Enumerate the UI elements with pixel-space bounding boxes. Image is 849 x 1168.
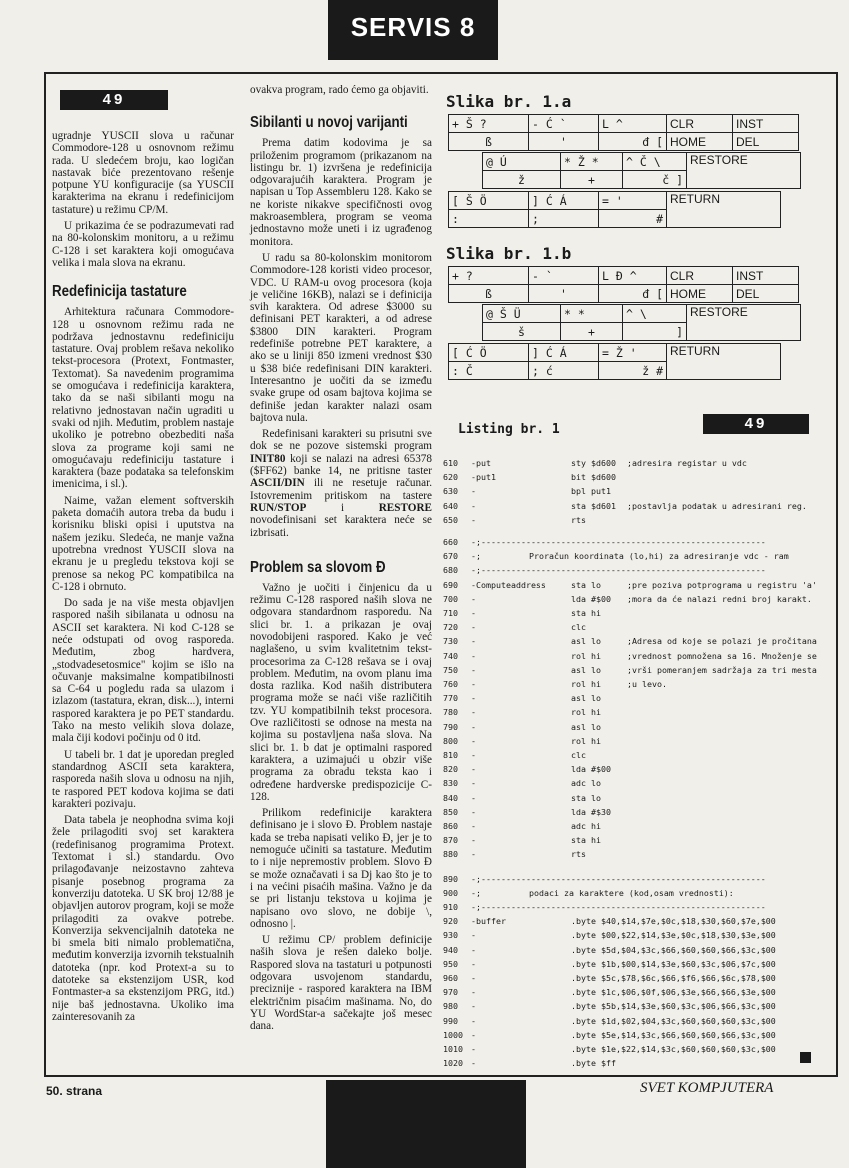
paragraph: Arhitektura računara Commodore-128 u osnovnom režimu rada ne podržava jednostavnu redefiniciju tastature. Ovaj problem rešava nekoliko tekst-procesora (Protext, Fontmaster, Textomat). Sa navedenim programima se omogućava i redefinicija karaktera, tako da se naši sibilanti mogu na relativno jednostavan način ugraditi u svaki od njih. Međutim, problem nastaje ukoliko je potrebno obezbediti naša slova za programe koji sami ne omogućavaju redefiniciju tastature i karaktera (baze podataka sa telefonskim imenicima, i sl.).	[52, 306, 234, 491]
key-cell: - Ć `	[529, 115, 599, 133]
listing-line: 710 - sta hi	[443, 608, 601, 618]
paragraph: U tabeli br. 1 dat je uporedan pregled standardnog ASCII seta karaktera, rasporeda naših slova u odnosu na njih, te raspored PET kodova kojima se dati karakteri pozivaju.	[52, 748, 234, 810]
listing-line: 730 - asl lo ;Adresa od koje se polazi je pročitana	[443, 636, 817, 647]
listing-line: 680 -;---------------------------------------------------------	[443, 565, 766, 576]
key-cell: : Č	[449, 362, 529, 380]
key-cell: * Ž *	[561, 153, 623, 171]
key-cell: ; ć	[529, 362, 599, 380]
magazine-name: SVET KOMPJUTERA	[640, 1080, 774, 1096]
key-cell: đ [	[599, 285, 667, 303]
heading-problem: Problem sa slovom Đ	[250, 558, 386, 576]
listing-line: 640 - sta $d601 ;postavlja podatak u adresirani reg.	[443, 500, 807, 511]
key-cell: CLR	[667, 115, 733, 133]
listing-line: 850 - lda #$30	[443, 806, 611, 817]
key-cell: č ]	[623, 171, 687, 189]
paragraph: Data tabela je neophodna svima koji žele prilagoditi svoj set karaktera (redefinisanog programima Protext. Textomat i sl.) standardu. Ovo prilagođavanje neizostavno zahteva pisanje posebnog programa za konverziju datoteka. U SK broj 12/88 je objavljen autorov program, koji se može prilagoditi za ovakve potrebe. Konverzija sekvencijalnih datoteka ne bi smela biti nimalo problematična, međutim konverzija izvornih tekstualnih datoteka (npr. kod Protext-a su to datoteke sa ekstenzijom USR, kod Fontmaster-a sa ekstenzijom PRG, itd.) nije baš jednostavna. Ukoliko ima zainteresovanih za	[52, 814, 234, 1023]
key-cell: ;	[529, 210, 599, 228]
paragraph: ovakva program, rado ćemo ga objaviti.	[250, 84, 429, 96]
key-cell: RETURN	[667, 344, 781, 380]
key-cell: ß	[449, 285, 529, 303]
figure-a-title: Slika br. 1.a	[446, 92, 572, 111]
page-badge-left: 49	[60, 90, 168, 110]
key-cell: '	[529, 285, 599, 303]
key-cell: ^ Č \	[623, 153, 687, 171]
key-cell: INST	[733, 267, 799, 285]
key-cell: ^ \	[623, 305, 687, 323]
listing-line: 1020 - .byte $ff	[443, 1058, 616, 1069]
key-cell: = '	[599, 192, 667, 210]
listing-line: 990 - .byte $1d,$02,$04,$3c,$60,$60,$60,$3c,$00	[443, 1015, 776, 1026]
listing-line: 900 -; podaci za karaktere (kod,osam vrednosti):	[443, 887, 734, 898]
listing-line: 840 - sta lo	[443, 792, 601, 803]
listing-line: 760 - rol hi ;u levo.	[443, 679, 667, 689]
listing-line: 860 - adc hi	[443, 821, 601, 831]
listing-line: 780 - rol hi	[443, 707, 601, 718]
listing-line: 810 - clc	[443, 750, 586, 760]
key-cell: ] Ć Á	[529, 344, 599, 362]
listing-line: 930 - .byte $00,$22,$14,$3e,$0c,$18,$30,$3e,$00	[443, 930, 776, 941]
paragraph: Naime, važan element softverskih paketa domaćih autora treba da budu i korisniku bliski opisi i uputstva na našem jeziku. Sledeća, ne manje važna upotrebna vrednost YUSCII slova na ekranu je u pregledu tekstova koji se prenose sa nekog PC kompatibilca na C-128 i obrnuto.	[52, 494, 234, 593]
key-cell: :	[449, 210, 529, 228]
heading-redefinicija: Redefinicija tastature	[52, 283, 187, 301]
listing-title: Listing br. 1	[458, 422, 560, 437]
paragraph: U radu sa 80-kolonskim monitorom Commodore-128 koristi video procesor, VDC. U RAM-u ovog procesora (koja je veličine 16KB), nalazi se i definicija svih karaktera. Od adrese $3000 su definisani PET karakteri, a od adrese $3800 DIN karakteri. Program redefiniše potrebne PET karaktere, a ako se u liniji 850 izmeni vrednost $30 u $38 biće redefinisani DIN karakteri. Interesantno je uočiti da se između svake grupe od osam bajtova kojima se definiše jedan karakter nalazi osam bajtova nula.	[250, 251, 432, 424]
key-cell: HOME	[667, 285, 733, 303]
key-cell: đ [	[599, 133, 667, 151]
keyboard-table-b-row3	[448, 343, 781, 380]
key-cell: DEL	[733, 133, 799, 151]
listing-line: 770 - asl lo	[443, 693, 601, 704]
key-cell: CLR	[667, 267, 733, 285]
paragraph: Važno je uočiti i činjenicu da u režimu C-128 raspored naših slova ne odgovara standardnom rasporedu. Na slici br. 1. a prikazan je ovaj novodobijeni raspored. Kako je već naglašeno, u svim kvalitetnim tekst-procesorima za C-128 rešava se i ovaj problem. Međutim, na ovom planu ima dosta razlika. Kod naših distributera programa može se naći više različitih tzv. YU kompatibilnih tekst procesora. Ove različitosti se odnose na mesta na kojima su postavljena naša slova. Na slici br. 1. b dat je optimalni raspored karaktera, a uzimajući u obzir više programa za obradu teksta kao i određene hardverske predispozicije C-128.	[250, 581, 432, 803]
end-mark	[800, 1052, 811, 1063]
section-title: SERVIS 8	[350, 12, 476, 42]
listing-line: 980 - .byte $5b,$14,$3e,$60,$3c,$06,$66,$3c,$00	[443, 1001, 776, 1012]
key-cell: RETURN	[667, 192, 781, 228]
paragraph: Redefinisani karakteri su prisutni sve dok se ne pozove sistemski program INIT80 koji se nalazi na adresi 65378 ($FF62) banke 14, ne pritisne taster ASCII/DIN ili ne resetuje računar. Istovremenim pritiskom na tastere RUN/STOP i RESTORE novodefinisani set karaktera neće se izbrisati.	[250, 428, 432, 539]
key-cell: RESTORE	[687, 153, 801, 189]
paragraph: Do sada je na više mesta objavljen raspored naših sibilanata u odnosu na ASCII set karaktera. Ni kod C-128 se neće odstupati od ovog rasporeda. Međutim, zbog hardvera, „stodvadesetosmice" kojim se išlo na očuvanje maksimalne kompatibilnosti sa C-64 u pogledu rada sa ulazom i izlazom (tastatura, ekran, disk...), interni raspored karaktera je po PET standardu. Tako na mesto velikih slova dolaze, mala čiji kodovi počinju od 0 itd.	[52, 597, 234, 745]
key-cell: * *	[561, 305, 623, 323]
listing-line: 970 - .byte $1c,$06,$0f,$06,$3e,$66,$66,$3e,$00	[443, 987, 776, 998]
paragraph: Prema datim kodovima je sa priloženim programom (prikazanom na listingu br. 1) izvršena je redefinicija odgovarajućih karaktera. Program je napisan u Top Assembleru 128. Kako se ne koriste nikakve specifičnosti ovog makroasemblera, program se veoma jednostavno može uneti i iz ugrađenog monitora.	[250, 137, 432, 248]
listing-line: 820 - lda #$00	[443, 764, 611, 775]
listing-line: 830 - adc lo	[443, 778, 601, 789]
key-cell: '	[529, 133, 599, 151]
key-cell: HOME	[667, 133, 733, 151]
key-cell: +	[561, 171, 623, 189]
keyboard-table-a-row2	[482, 152, 801, 189]
article-column-2	[250, 84, 432, 1036]
listing-line: 910 -;---------------------------------------------------------	[443, 902, 766, 912]
listing-line: 940 - .byte $5d,$04,$3c,$66,$60,$60,$66,$3c,$00	[443, 944, 776, 955]
key-cell: INST	[733, 115, 799, 133]
listing-line: 890 -;---------------------------------------------------------	[443, 873, 766, 884]
listing-line: 1010 - .byte $1e,$22,$14,$3c,$60,$60,$60,$3c,$00	[443, 1044, 776, 1054]
key-cell: š	[483, 323, 561, 341]
key-cell: @ Š Ü	[483, 305, 561, 323]
listing-line: 630 - bpl put1	[443, 486, 611, 497]
listing-line: 660 -;---------------------------------------------------------	[443, 537, 766, 547]
key-cell: @ Ú	[483, 153, 561, 171]
key-cell: L Đ ^	[599, 267, 667, 285]
listing-line: 790 - asl lo	[443, 721, 601, 732]
key-cell: ]	[623, 323, 687, 341]
key-cell: #	[599, 210, 667, 228]
listing-line: 920 -buffer .byte $40,$14,$7e,$0c,$18,$30,$60,$7e,$00	[443, 916, 776, 927]
keyboard-table-a	[448, 114, 799, 151]
key-cell: - `	[529, 267, 599, 285]
page-number: 50. strana	[46, 1084, 103, 1098]
keyboard-table-a-row3	[448, 191, 781, 228]
key-cell: ] Ć Á	[529, 192, 599, 210]
keyboard-table-b-row2	[482, 304, 801, 341]
listing-line: 620 -put1 bit $d600	[443, 472, 616, 483]
listing-line: 740 - rol hi ;vrednost pomnožena sa 16. Množenje se	[443, 650, 817, 661]
listing-line: 650 - rts	[443, 514, 586, 525]
key-cell: [ Ć Ö	[449, 344, 529, 362]
key-cell: + ?	[449, 267, 529, 285]
key-cell: L ^	[599, 115, 667, 133]
listing-line: 870 - sta hi	[443, 835, 601, 846]
listing-line: 1000 - .byte $5e,$14,$3c,$66,$60,$60,$66,$3c,$00	[443, 1029, 776, 1040]
listing-line: 670 -; Proračun koordinata (lo,hi) za adresiranje vdc - ram	[443, 551, 789, 562]
key-cell: [ Š Ö	[449, 192, 529, 210]
key-cell: RESTORE	[687, 305, 801, 341]
listing-line: 610 -put sty $d600 ;adresira registar u vdc	[443, 458, 747, 468]
listing-line: 700 - lda #$00 ;mora da će nalazi redni broj karakt.	[443, 593, 812, 604]
paragraph: ugradnje YUSCII slova u računar Commodore-128 u osnovnom režimu rada. U sledećem broju, kao logičan nastavak biće prezentovano rešenje potpune YU konfiguracije (sa YUSCII karakterima na ekranu i redefinicijom tastature) u režimu CP/M.	[52, 130, 234, 216]
key-cell: + Š ?	[449, 115, 529, 133]
keyboard-table-b	[448, 266, 799, 303]
footer-bar	[326, 1080, 526, 1168]
paragraph: Prilikom redefinicije karaktera definisano je i slovo Đ. Problem nastaje kada se treba napisati veliko Đ, jer je to nemoguće učiniti sa tastature. Međutim to i nije nepremostiv problem. Slovo Đ se može označavati i sa Dj kao što je to i na većini pisaćih mašina. Važno je da se pri listanju tekstova u kojima je napisano ovo slovo, ne dobije \, odnosno |.	[250, 807, 432, 930]
page-badge-right: 49	[703, 414, 809, 434]
paragraph: U prikazima će se podrazumevati rad na 80-kolonskim monitoru, a u režimu C-128 i set karaktera koji omogućava velika i mala slova na ekranu.	[52, 220, 234, 269]
listing-line: 690 -Computeaddress sta lo ;pre poziva potprograma u registru 'a'	[443, 579, 817, 590]
key-cell: +	[561, 323, 623, 341]
article-column-1	[52, 130, 234, 1027]
key-cell: ß	[449, 133, 529, 151]
key-cell: = Ž '	[599, 344, 667, 362]
listing-line: 800 - rol hi	[443, 735, 601, 746]
figure-b-title: Slika br. 1.b	[446, 244, 572, 263]
listing-line: 750 - asl lo ;vrši pomeranjem sadržaja za tri mesta	[443, 664, 817, 675]
listing-line: 880 - rts	[443, 849, 586, 860]
listing-line: 960 - .byte $5c,$78,$6c,$66,$f6,$66,$6c,$78,$00	[443, 973, 776, 983]
key-cell: DEL	[733, 285, 799, 303]
listing-line: 950 - .byte $1b,$00,$14,$3e,$60,$3c,$06,$7c,$00	[443, 958, 776, 969]
heading-sibilanti: Sibilanti u novoj varijanti	[250, 114, 408, 132]
key-cell: ž	[483, 171, 561, 189]
paragraph: U režimu CP/ problem definicije naših slova je rešen daleko bolje. Raspored slova na tastaturi u potpunosti odgovara usvojenom standardu, preciznije - raspored karaktera na IBM električnim pisaćim mašinama. No, do YU WordStar-a sačekajte još mesec dana.	[250, 934, 432, 1033]
listing-line: 720 - clc	[443, 622, 586, 633]
key-cell: ž #	[599, 362, 667, 380]
